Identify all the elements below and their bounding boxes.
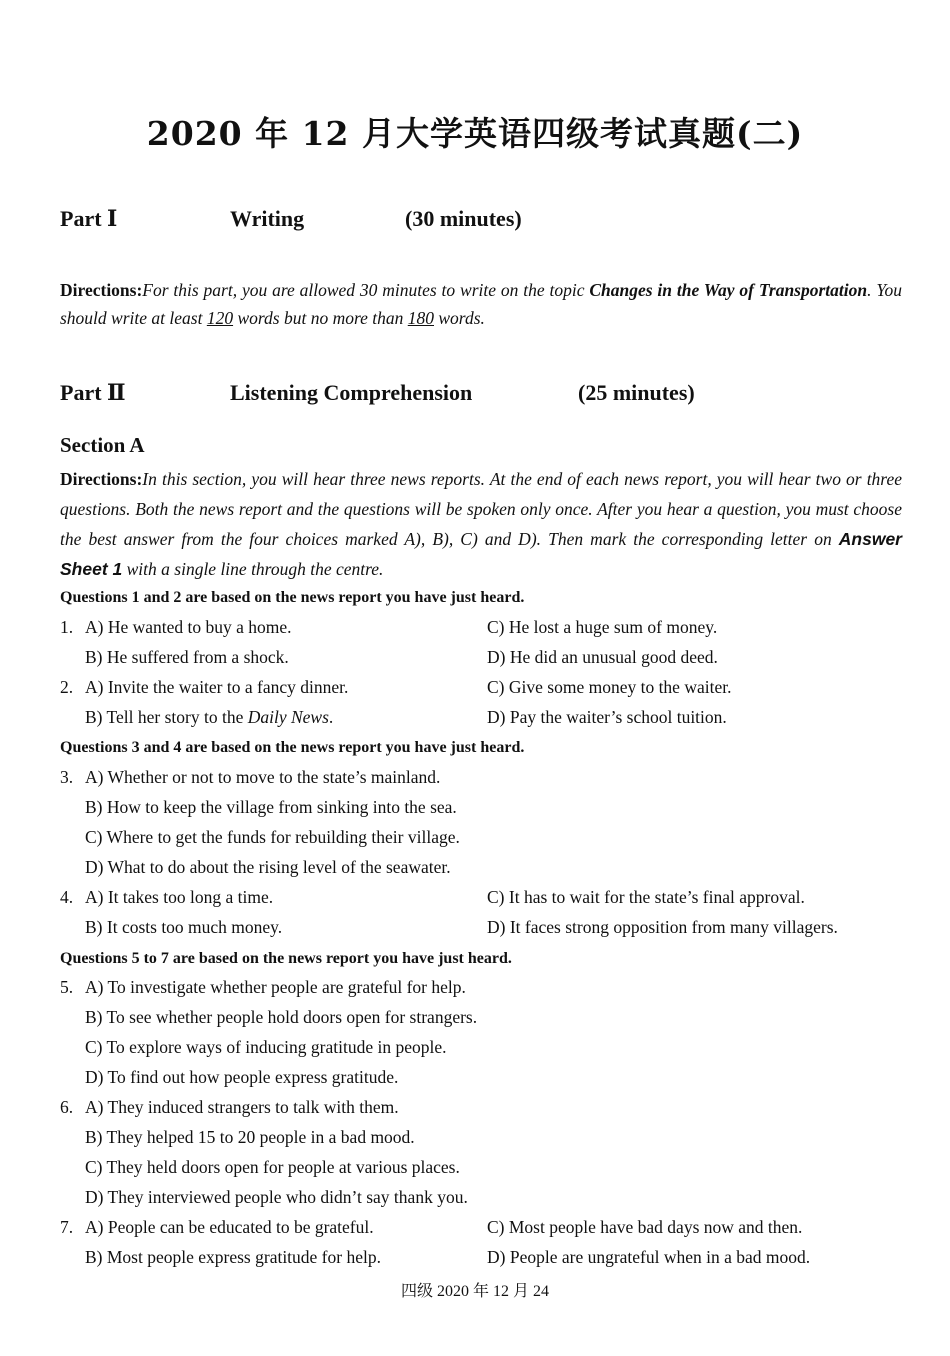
question-number: 1.: [60, 617, 74, 637]
option-c: C) Most people have bad days now and then.: [487, 1217, 803, 1237]
option-b: B) They helped 15 to 20 people in a bad mood.: [85, 1127, 415, 1147]
option-b: B) He suffered from a shock.: [85, 647, 289, 667]
directions-label: Directions:: [60, 469, 143, 489]
directions-text: For this part, you are allowed 30 minutes to write on the topic: [142, 280, 590, 300]
part1-label: Part Ⅰ: [60, 206, 118, 231]
option-d: D) They interviewed people who didn’t say thank you.: [85, 1187, 468, 1207]
option-a: A) He wanted to buy a home.: [85, 617, 292, 637]
option-text: .: [328, 707, 334, 727]
directions-text: . You should write at least: [60, 280, 902, 328]
part1-directions: [60, 276, 902, 332]
directions-text: words but no more than: [233, 308, 408, 328]
question-number: 3.: [60, 767, 74, 787]
max-words: 180: [407, 308, 434, 328]
question-number: 6.: [60, 1097, 74, 1117]
essay-topic: Changes in the Way of Transportation: [589, 280, 868, 300]
option-c: C) Give some money to the waiter.: [487, 677, 732, 697]
question-group-header: Questions 5 to 7 are based on the news report you have just heard.: [60, 950, 512, 967]
option-c: C) To explore ways of inducing gratitude in people.: [85, 1037, 447, 1057]
question-number: 5.: [60, 977, 74, 997]
option-c: C) It has to wait for the state’s final approval.: [487, 887, 805, 907]
option-b: [85, 707, 333, 728]
page-title: 2020 年 12 月大学英语四级考试真题(二): [146, 114, 804, 153]
question-group-header: Questions 1 and 2 are based on the news report you have just heard.: [60, 589, 525, 606]
option-b: B) How to keep the village from sinking into the sea.: [85, 797, 457, 817]
option-d: D) Pay the waiter’s school tuition.: [487, 707, 727, 727]
directions-text: In this section, you will hear three news reports. At the end of each news report, you will hear two or three questions. Both the news report and the questions will be spoken only once. After you hear a question, you must choose the best answer from the four choices marked A), B), C) and D). Then mark the corresponding letter on: [60, 469, 902, 549]
option-d: D) It faces strong opposition from many villagers.: [487, 917, 838, 937]
question-number: 7.: [60, 1217, 74, 1237]
option-d: D) To find out how people express gratitude.: [85, 1067, 399, 1087]
option-a: A) Whether or not to move to the state’s mainland.: [85, 767, 441, 787]
question-number: 2.: [60, 677, 74, 697]
option-c: C) They held doors open for people at various places.: [85, 1157, 460, 1177]
page-footer: 四级 2020 年 12 月 24: [400, 1283, 549, 1300]
option-a: A) Invite the waiter to a fancy dinner.: [85, 677, 349, 697]
part2-time: (25 minutes): [578, 380, 695, 405]
option-b: B) Most people express gratitude for help.: [85, 1247, 381, 1267]
option-a: A) To investigate whether people are grateful for help.: [85, 977, 466, 997]
question-number: 4.: [60, 887, 74, 907]
option-b: B) To see whether people hold doors open for strangers.: [85, 1007, 478, 1027]
directions-text: with a single line through the centre.: [122, 559, 384, 579]
section-a-directions: [60, 464, 902, 584]
option-d: D) What to do about the rising level of the seawater.: [85, 857, 451, 877]
option-b: B) It costs too much money.: [85, 917, 283, 937]
option-c: C) Where to get the funds for rebuilding their village.: [85, 827, 460, 847]
directions-text: words.: [434, 308, 485, 328]
option-a: A) They induced strangers to talk with them.: [85, 1097, 399, 1117]
option-text: B) Tell her story to the: [85, 707, 248, 727]
part1-name: Writing: [230, 206, 305, 231]
section-a-title: Section A: [60, 433, 145, 457]
part2-name: Listening Comprehension: [230, 380, 473, 405]
min-words: 120: [206, 308, 234, 328]
option-c: C) He lost a huge sum of money.: [487, 617, 718, 637]
option-a: A) People can be educated to be grateful.: [85, 1217, 374, 1237]
newspaper-name: Daily News: [247, 707, 329, 727]
directions-label: Directions:: [60, 280, 143, 300]
part2-label: Part Ⅱ: [60, 380, 126, 405]
option-a: A) It takes too long a time.: [85, 887, 274, 907]
option-d: D) People are ungrateful when in a bad mood.: [487, 1247, 811, 1267]
part1-time: (30 minutes): [405, 206, 522, 231]
question-group-header: Questions 3 and 4 are based on the news report you have just heard.: [60, 739, 525, 756]
answer-sheet-label: Answer Sheet 1: [60, 529, 902, 579]
option-d: D) He did an unusual good deed.: [487, 647, 718, 667]
